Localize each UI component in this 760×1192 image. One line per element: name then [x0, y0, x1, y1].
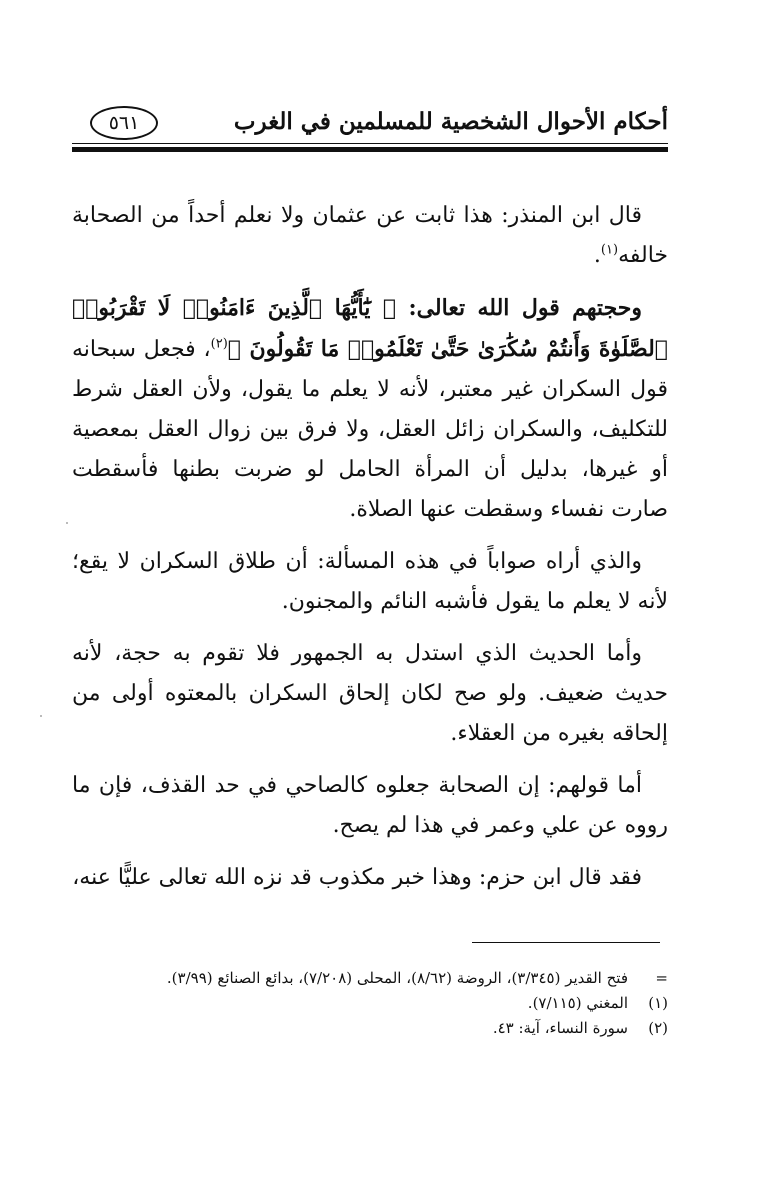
paragraph	[72, 196, 668, 276]
running-title: أحكام الأحوال الشخصية للمسلمين في الغرب	[233, 108, 668, 135]
paragraph	[72, 858, 668, 898]
footnote	[72, 1016, 668, 1041]
paragraph	[72, 542, 668, 622]
main-text	[72, 196, 668, 910]
footnote	[72, 991, 668, 1016]
header-rule-thin	[72, 143, 668, 144]
paragraph	[72, 634, 668, 754]
footnote-marker: (١)	[648, 994, 668, 1012]
paragraph-text: .	[593, 243, 601, 268]
paragraph-text: أما قولهم: إن الصحابة جعلوه كالصاحي في حد القذف، فإن ما رووه عن علي وعمر في هذا لم يصح.	[72, 773, 668, 838]
scan-speck	[66, 522, 68, 524]
paragraph-text: ، فجعل سبحانه قول السكران غير معتبر، لأنه لا يعلم ما يقول، ولأن العقل شرط للتكليف، والسكران زائل العقل، ولا فرق بين زوال العقل بمعصية أو غيرها، بدليل أن المرأة الحامل لو ضربت بطنها فأسقطت صارت نفساء وسقطت عنها الصلاة.	[72, 337, 668, 522]
page-header	[72, 100, 668, 146]
paragraph-text: فقد قال ابن حزم: وهذا خبر مكذوب قد نزه الله تعالى عليًّا عنه،	[72, 865, 642, 890]
footnote-text: فتح القدير (٣/٣٤٥)، الروضة (٨/٦٢)، المحلى (٧/٢٠٨)، بدائع الصنائع (٣/٩٩).	[166, 969, 628, 987]
scan-speck	[40, 715, 42, 717]
footnote	[72, 966, 668, 991]
paragraph-text: وأما الحديث الذي استدل به الجمهور فلا تقوم به حجة، لأنه حديث ضعيف. ولو صح لكان إلحاق السكران بالمعتوه أولى من إلحاقه بغيره من العقلاء.	[72, 641, 668, 746]
page-number-badge	[90, 106, 158, 140]
page-number: ٥٦١	[108, 112, 140, 134]
footnote-separator	[472, 942, 660, 943]
footnote-text: المغني (٧/١١٥).	[527, 994, 628, 1012]
paragraph	[72, 288, 668, 530]
footnote-marker: (٢)	[648, 1019, 668, 1037]
footnote-ref: (٢)	[210, 336, 228, 352]
footnote-ref: (١)	[600, 242, 619, 258]
header-rule-thick	[72, 147, 668, 152]
quran-quote: وحجتهم قول الله تعالى: ﴿ يَٰٓأَيُّهَا ٱلَّذِينَ ءَامَنُوا۟ لَا تَقْرَبُوا۟ ٱلصَّلَوٰةَ وَأَنتُمْ سُكَٰرَىٰ حَتَّىٰ تَعْلَمُوا۟ مَا تَقُولُونَ ﴾	[72, 295, 668, 362]
footnotes	[72, 966, 668, 1041]
paragraph-text: قال ابن المنذر: هذا ثابت عن عثمان ولا نعلم أحداً من الصحابة خالفه	[72, 203, 668, 268]
paragraph	[72, 766, 668, 846]
footnote-text: سورة النساء، آية: ٤٣.	[492, 1019, 628, 1037]
paragraph-text: والذي أراه صواباً في هذه المسألة: أن طلاق السكران لا يقع؛ لأنه لا يعلم ما يقول فأشبه النائم والمجنون.	[72, 549, 668, 614]
footnote-marker: =	[655, 969, 668, 987]
